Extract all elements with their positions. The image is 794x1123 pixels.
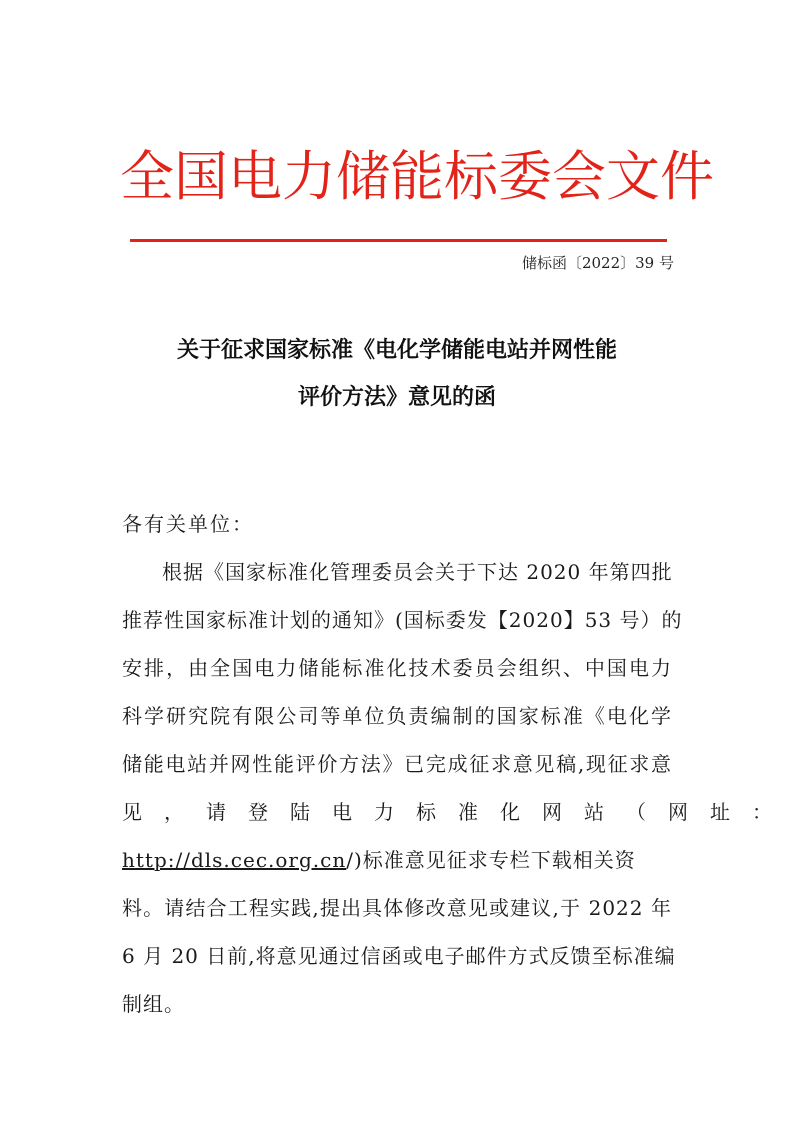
body-line: 见，请登陆电力标准化网站（网址： (122, 800, 794, 824)
masthead-title: 全国电力储能标委会文件 (120, 145, 714, 208)
red-divider-rule (130, 239, 667, 242)
document-number: 储标函〔2022〕39 号 (521, 254, 674, 272)
body-line-text: /)标准意见征求专栏下载相关资 (346, 848, 636, 872)
standardization-website-link[interactable]: http://dls.cec.org.cn (122, 848, 347, 872)
body-line: 制组。 (122, 992, 185, 1016)
letter-title-line-1: 关于征求国家标准《电化学储能电站并网性能 (176, 338, 617, 363)
body-line: 6 月 20 日前,将意见通过信函或电子邮件方式反馈至标准编 (122, 944, 676, 968)
body-line: 安排，由全国电力储能标准化技术委员会组织、中国电力 (122, 656, 672, 680)
body-line: 推荐性国家标准计划的通知》(国标委发【2020】53 号）的 (122, 608, 683, 632)
body-line: 科学研究院有限公司等单位负责编制的国家标准《电化学 (122, 704, 672, 728)
letter-title-line-2: 评价方法》意见的函 (297, 385, 496, 410)
salutation: 各有关单位： (122, 512, 254, 536)
body-line: 储能电站并网性能评价方法》已完成征求意见稿,现征求意 (122, 752, 672, 776)
body-line: 根据《国家标准化管理委员会关于下达 2020 年第四批 (162, 560, 673, 584)
body-line: 料。请结合工程实践,提出具体修改意见或建议,于 2022 年 (122, 896, 672, 920)
body-line-with-link (122, 845, 672, 875)
